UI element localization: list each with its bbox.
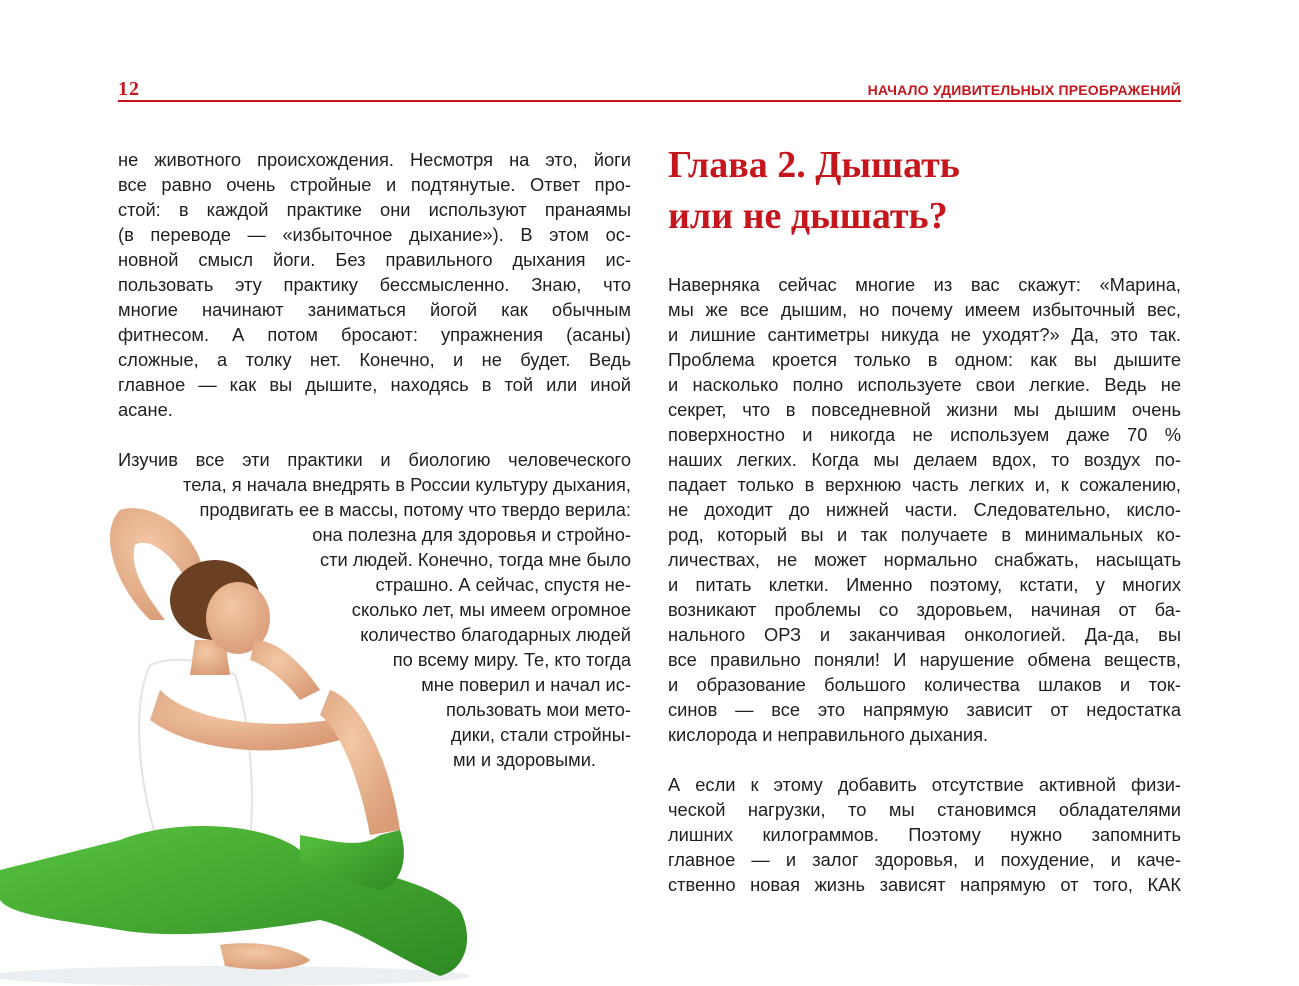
text-line: все равно очень стройные и подтянутые. Ответ про-: [118, 174, 631, 195]
text-line: ческой нагрузки, то мы становимся обладателями: [668, 799, 1181, 820]
text-line: А если к этому добавить отсутствие активной физи-: [668, 774, 1181, 795]
text-line: новной смысл йоги. Без правильного дыхания ис-: [118, 249, 631, 270]
text-line: возникают проблемы со здоровьем, начиная от ба-: [668, 599, 1181, 620]
text-line: продвигать ее в массы, потому что твердо верила:: [199, 499, 631, 520]
text-line: не животного происхождения. Несмотря на это, йоги: [118, 149, 631, 170]
chapter-heading-line: или не дышать?: [668, 195, 948, 237]
text-line: и питать клетки. Именно поэтому, кстати, у многих: [668, 574, 1181, 595]
chapter-heading-line: Глава 2. Дышать: [668, 144, 960, 186]
text-line: сложные, а толку нет. Конечно, и не будет. Ведь: [118, 349, 631, 370]
text-line: мы же все дышим, но почему имеем избыточный вес,: [668, 299, 1181, 320]
text-line: личествах, не может нормально снабжать, насыщать: [668, 549, 1181, 570]
page-number: 12: [118, 78, 140, 100]
text-line: род, который вы и так получаете в минимальных ко-: [668, 524, 1181, 545]
text-line: все правильно поняли! И нарушение обмена веществ,: [668, 649, 1181, 670]
chapter-heading: [668, 140, 1188, 242]
text-line: (в переводе — «избыточное дыхание»). В этом ос-: [118, 224, 631, 245]
text-line: ственно новая жизнь зависят напрямую от того, КАК: [668, 874, 1181, 895]
text-line: секрет, что в повседневной жизни мы дышим очень: [668, 399, 1181, 420]
text-line: падает только в верхнюю часть легких и, к сожалению,: [668, 474, 1181, 495]
text-line: наших легких. Когда мы делаем вдох, то воздух по-: [668, 449, 1181, 470]
text-line: синов — все это напрямую зависит от недостатка: [668, 699, 1181, 720]
text-line: нального ОРЗ и заканчивая онкологией. Да-да, вы: [668, 624, 1181, 645]
text-line: не доходит до нижней части. Следовательно, кисло-: [668, 499, 1181, 520]
text-line: главное — и залог здоровья, и похудение, и каче-: [668, 849, 1181, 870]
text-line: по всему миру. Те, кто тогда: [392, 649, 631, 670]
text-line: многие начинают заниматься йогой как обычным: [118, 299, 631, 320]
text-line: главное — как вы дышите, находясь в той или иной: [118, 374, 631, 395]
text-line: лишних килограммов. Поэтому нужно запомнить: [668, 824, 1181, 845]
text-line: кислорода и неправильного дыхания.: [668, 724, 989, 745]
text-line: ми и здоровыми.: [452, 749, 596, 770]
text-line: Проблема кроется только в одном: как вы дышите: [668, 349, 1181, 370]
text-line: и лишние сантиметры никуда не уходят?» Да, это так.: [668, 324, 1181, 345]
text-line: она полезна для здоровья и стройно-: [312, 524, 631, 545]
text-line: дики, стали стройны-: [450, 724, 631, 745]
text-line: стой: в каждой практике они используют пранаямы: [118, 199, 631, 220]
text-line: пользовать мои мето-: [445, 699, 631, 720]
text-line: Наверняка сейчас многие из вас скажут: «Марина,: [668, 274, 1181, 295]
text-line: мне поверил и начал ис-: [421, 674, 631, 695]
text-line: Изучив все эти практики и биологию человеческого: [118, 449, 631, 470]
text-line: тела, я начала внедрять в России культуру дыхания,: [183, 474, 631, 495]
text-line: и образование большого количества шлаков и ток-: [668, 674, 1181, 695]
text-line: пользовать эту практику бессмысленно. Знаю, что: [118, 274, 631, 295]
running-title: НАЧАЛО УДИВИТЕЛЬНЫХ ПРЕОБРАЖЕНИЙ: [867, 82, 1181, 98]
text-line: и насколько полно используете свои легкие. Ведь не: [668, 374, 1181, 395]
text-line: сти людей. Конечно, тогда мне было: [319, 549, 631, 570]
text-line: страшно. А сейчас, спустя не-: [375, 574, 631, 595]
text-line: количество благодарных людей: [360, 624, 631, 645]
text-line: фитнесом. А потом бросают: упражнения (асаны): [118, 324, 631, 345]
text-line: поверхностно и никогда не используем даже 70 %: [668, 424, 1181, 445]
header-rule: [118, 100, 1181, 102]
text-line: сколько лет, мы имеем огромное: [351, 599, 631, 620]
text-line: асане.: [118, 399, 173, 420]
